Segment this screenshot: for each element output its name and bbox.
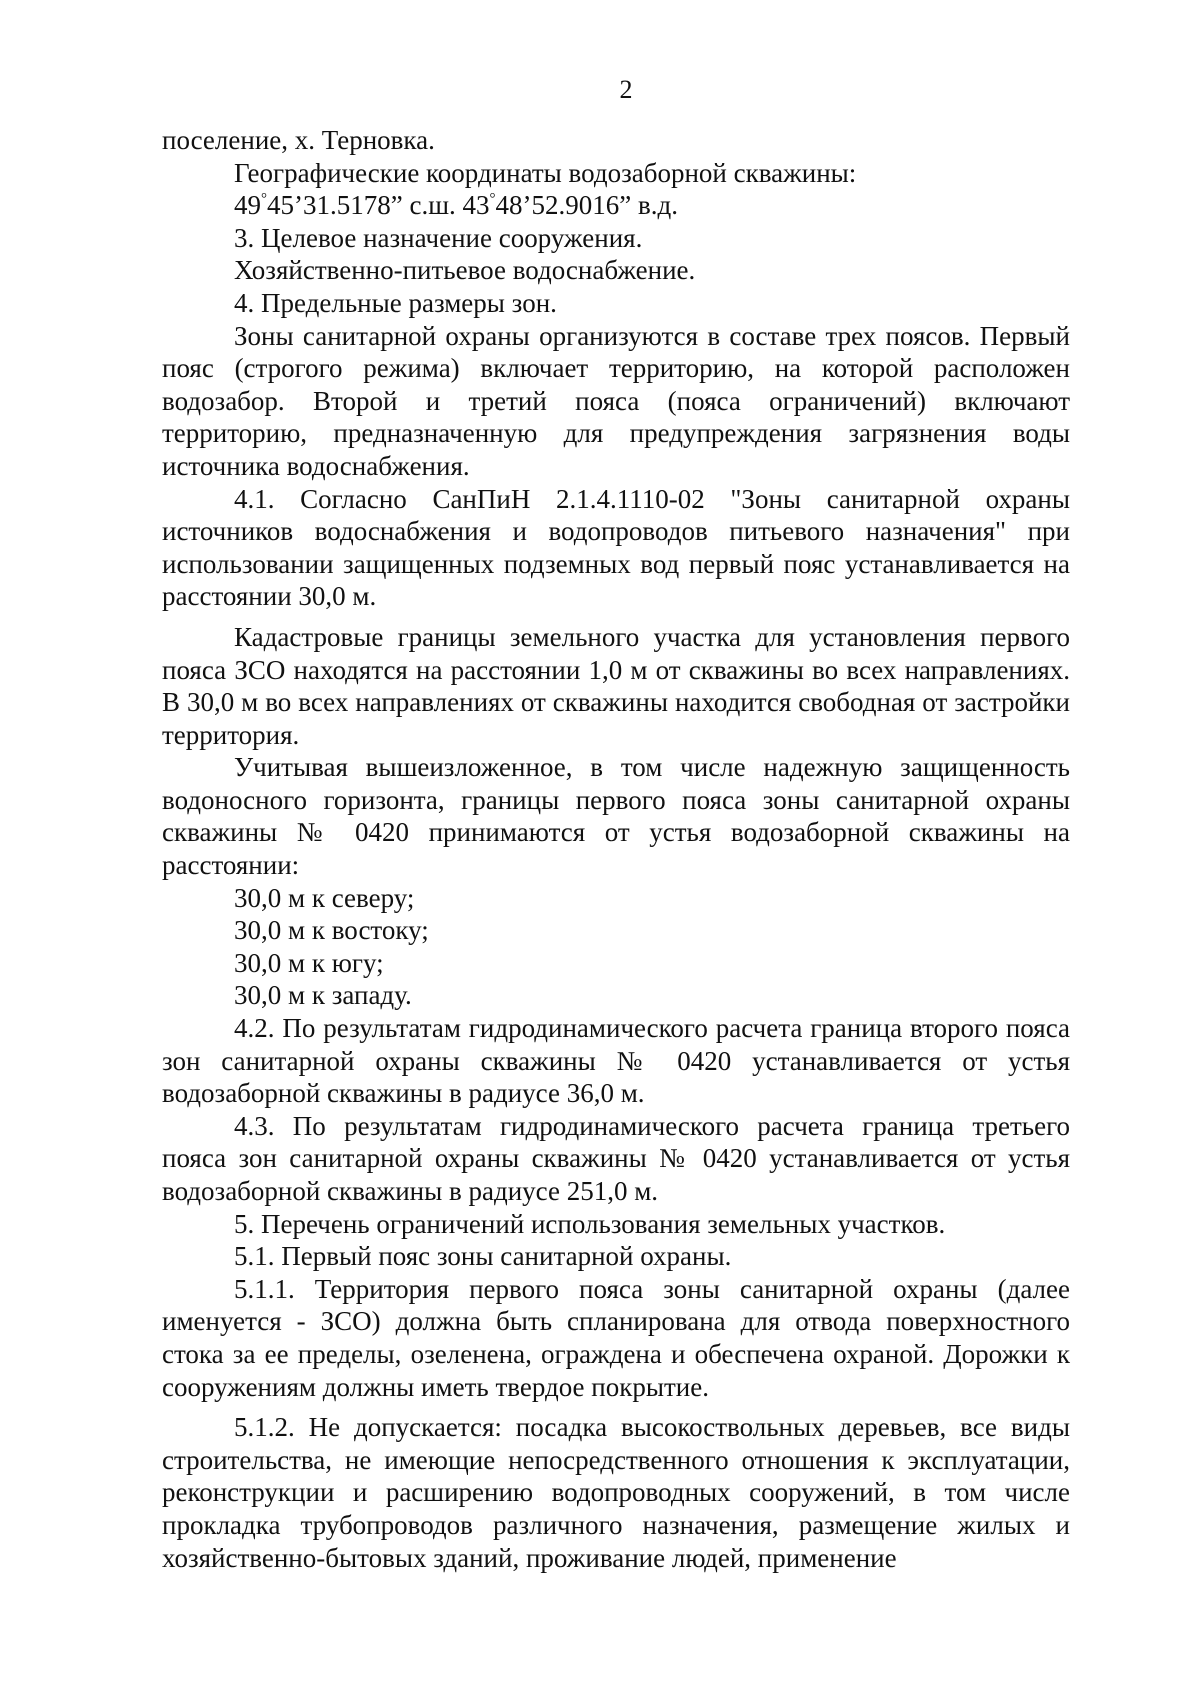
paragraph-4-1: 4.1. Согласно СанПиН 2.1.4.1110-02 "Зоны санитарной охраны источников водоснабжения и водопроводов питьевого назначения" при использовании защищенных подземных вод первый пояс устанавливается на расстоянии 30,0 м. [162,483,1070,612]
paragraph-4-3: 4.3. По результатам гидродинамического расчета граница третьего пояса зон санитарной охраны скважины № 0420 устанавливается от устья водозаборной скважины в радиусе 251,0 м. [162,1110,1070,1206]
paragraph-coordinates-heading: Географические координаты водозаборной скважины: [234,157,857,188]
paragraph-5-heading: 5. Перечень ограничений использования земельных участков. [234,1208,946,1239]
paragraph-5-1-2: 5.1.2. Не допускается: посадка высокоствольных деревьев, все виды строительства, не имеющие непосредственного отношения к эксплуатации, реконструкции и расширению водопроводных сооружений, в том числе прокладка трубопроводов различного назначения, размещение жилых и хозяйственно-бытовых зданий, проживание людей, применение [162,1412,1070,1573]
paragraph-5-1-1: 5.1.1. Территория первого пояса зоны санитарной охраны (далее именуется - ЗСО) должна быть спланирована для отвода поверхностного стока за ее пределы, озеленена, ограждена и обеспечена охраной. Дорожки к сооружениям должны иметь твердое покрытие. [162,1273,1070,1402]
longitude-degrees: 43 [462,190,490,221]
latitude-rest: 45’31.5178” с.ш. [267,190,456,221]
page-number: 2 [619,75,633,104]
paragraph-settlement: поселение, х. Терновка. [162,125,435,155]
degree-symbol: ° [489,191,496,208]
latitude-degrees: 49 [234,190,261,221]
paragraph-purpose-value: Хозяйственно-питьевое водоснабжение. [234,255,696,286]
paragraph-zones-description: Зоны санитарной охраны организуются в составе трех поясов. Первый пояс (строгого режима) включает территорию, на которой расположен водозабор. Второй и третий пояса (пояса ограничений) включают территорию, предназначенную для предупреждения загрязнения воды источника водоснабжения. [162,320,1070,481]
distance-south: 30,0 м к югу; [234,947,384,978]
paragraph-5-1-heading: 5.1. Первый пояс зоны санитарной охраны. [234,1241,732,1272]
degree-symbol: ° [261,191,267,208]
longitude-rest: 48’52.9016” в.д. [495,190,678,221]
paragraph-cadastral: Кадастровые границы земельного участка для установления первого пояса ЗСО находятся на расстоянии 1,0 м от скважины во всех направлениях. В 30,0 м во всех направлениях от скважины находится свободная от застройки территория. [162,621,1070,750]
distance-east: 30,0 м к востоку; [234,915,429,946]
distance-north: 30,0 м к северу; [234,882,415,913]
coordinates-line [162,189,1070,222]
paragraph-considering: Учитывая вышеизложенное, в том числе надежную защищенность водоносного горизонта, границы первого пояса зоны санитарной охраны скважины № 0420 принимаются от устья водозаборной скважины на расстоянии: [162,752,1070,881]
paragraph-purpose-heading: 3. Целевое назначение сооружения. [234,222,643,253]
paragraph-zone-sizes-heading: 4. Предельные размеры зон. [234,287,557,318]
distance-west: 30,0 м к западу. [234,980,412,1011]
document-body [162,124,1070,1574]
paragraph-4-2: 4.2. По результатам гидродинамического расчета граница второго пояса зон санитарной охраны скважины № 0420 устанавливается от устья водозаборной скважины в радиусе 36,0 м. [162,1013,1070,1109]
